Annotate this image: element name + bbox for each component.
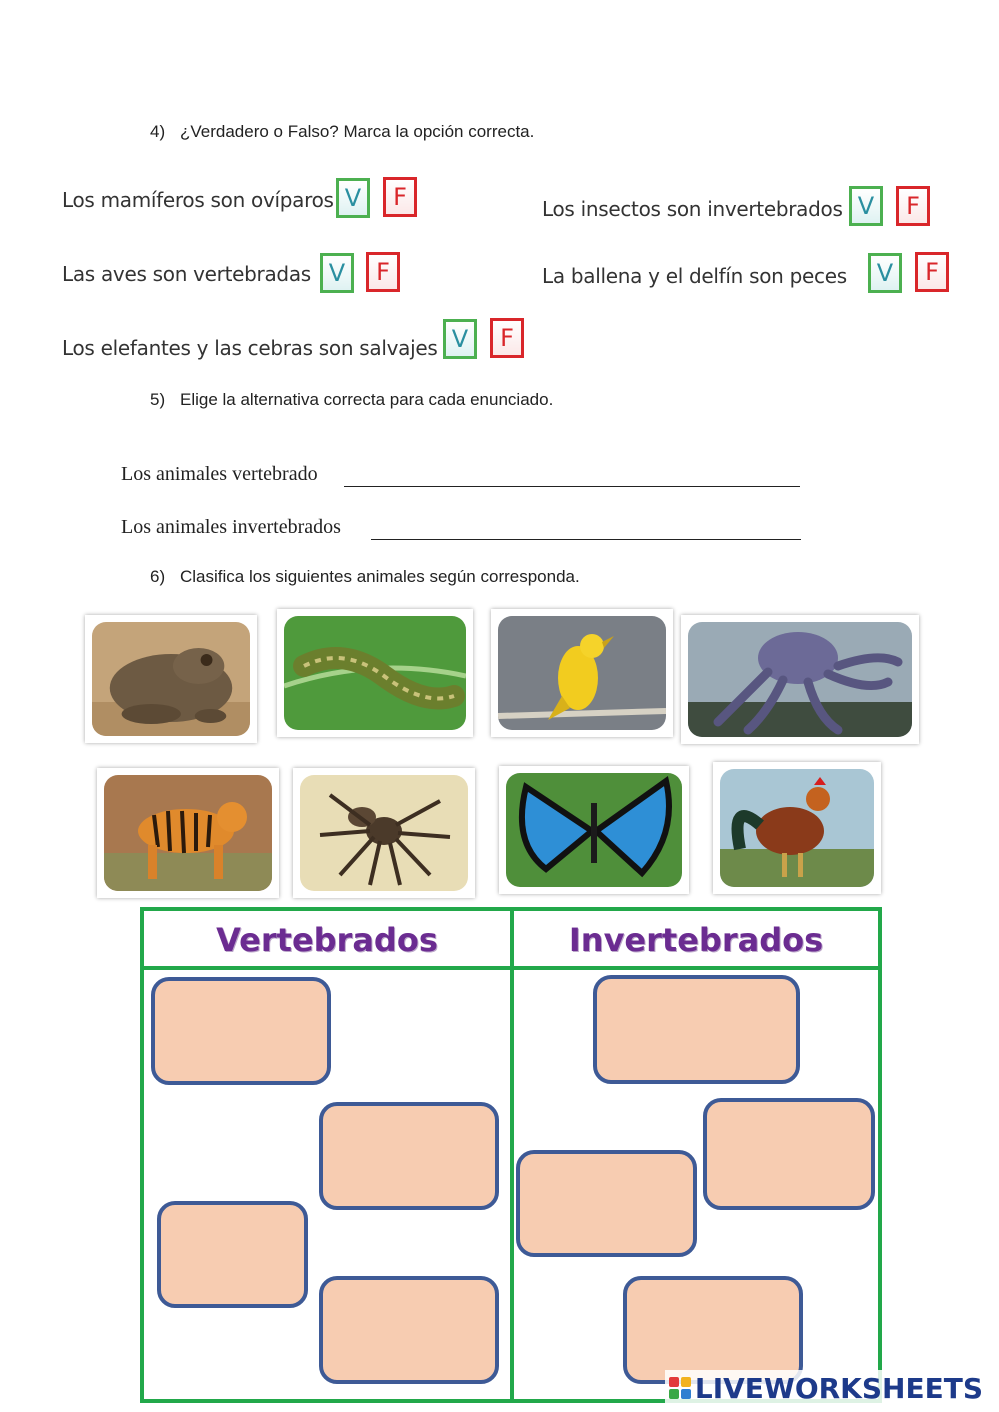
drop-zone-vertebrados-3[interactable]	[157, 1201, 308, 1308]
animal-card-octopus[interactable]	[681, 615, 919, 744]
brand-name: LIVEWORKSHEETS	[694, 1371, 983, 1405]
true-button-1[interactable]: V	[336, 178, 370, 218]
octopus-photo	[688, 622, 912, 737]
blue-butterfly-photo	[506, 773, 682, 887]
animal-card-spider[interactable]	[293, 768, 475, 898]
question-number: 6)	[150, 567, 166, 586]
table-column-divider	[510, 911, 514, 1399]
question-number: 4)	[150, 122, 166, 141]
true-button-5[interactable]: V	[443, 319, 477, 359]
yellow-bird-photo	[498, 616, 666, 730]
question-5-title	[150, 390, 553, 410]
question-number: 5)	[150, 390, 166, 409]
tf-statement-2: Los insectos son invertebrados	[542, 197, 843, 221]
question-text: ¿Verdadero o Falso? Marca la opción correcta.	[180, 122, 535, 141]
spider-photo	[300, 775, 468, 891]
drop-zone-invertebrados-3[interactable]	[516, 1150, 697, 1257]
question-text: Clasifica los siguientes animales según corresponda.	[180, 567, 580, 586]
drop-zone-vertebrados-4[interactable]	[319, 1276, 499, 1384]
fill-label-invertebrados: Los animales invertebrados	[121, 516, 341, 538]
animal-card-tiger[interactable]	[97, 768, 279, 898]
drop-zone-vertebrados-1[interactable]	[151, 977, 331, 1085]
true-button-4[interactable]: V	[868, 253, 902, 293]
false-button-5[interactable]: F	[490, 318, 524, 358]
drop-zone-vertebrados-2[interactable]	[319, 1102, 499, 1210]
true-button-2[interactable]: V	[849, 186, 883, 226]
question-6-title	[150, 567, 580, 587]
false-button-1[interactable]: F	[383, 177, 417, 217]
caterpillar-photo	[284, 616, 466, 730]
tf-statement-4: La ballena y el delfín son peces	[542, 264, 847, 288]
liveworksheets-logo	[665, 1370, 987, 1406]
drop-zone-invertebrados-2[interactable]	[703, 1098, 875, 1210]
animal-card-butterfly[interactable]	[499, 766, 689, 894]
drop-zone-invertebrados-1[interactable]	[593, 975, 800, 1084]
animal-card-bird[interactable]	[491, 609, 673, 737]
drop-zone-invertebrados-4[interactable]	[623, 1276, 803, 1384]
answer-field-vertebrados[interactable]	[344, 462, 800, 487]
toad-photo	[92, 622, 250, 736]
tf-statement-1: Los mamíferos son ovíparos	[62, 188, 334, 212]
tf-statement-3: Las aves son vertebradas	[62, 262, 311, 286]
false-button-2[interactable]: F	[896, 186, 930, 226]
false-button-4[interactable]: F	[915, 252, 949, 292]
answer-field-invertebrados[interactable]	[371, 515, 801, 540]
false-button-3[interactable]: F	[366, 252, 400, 292]
animal-card-rooster[interactable]	[713, 762, 881, 894]
question-4-title	[150, 122, 534, 142]
rooster-photo	[720, 769, 874, 887]
header-vertebrados: Vertebrados	[216, 921, 438, 959]
tiger-photo	[104, 775, 272, 891]
header-invertebrados: Invertebrados	[568, 921, 824, 959]
true-button-3[interactable]: V	[320, 253, 354, 293]
liveworksheets-logo-icon	[669, 1377, 691, 1399]
animal-card-toad[interactable]	[85, 615, 257, 743]
question-text: Elige la alternativa correcta para cada enunciado.	[180, 390, 554, 409]
tf-statement-5: Los elefantes y las cebras son salvajes	[62, 336, 438, 360]
fill-label-vertebrados: Los animales vertebrado	[121, 463, 318, 485]
animal-card-caterpillar[interactable]	[277, 609, 473, 737]
